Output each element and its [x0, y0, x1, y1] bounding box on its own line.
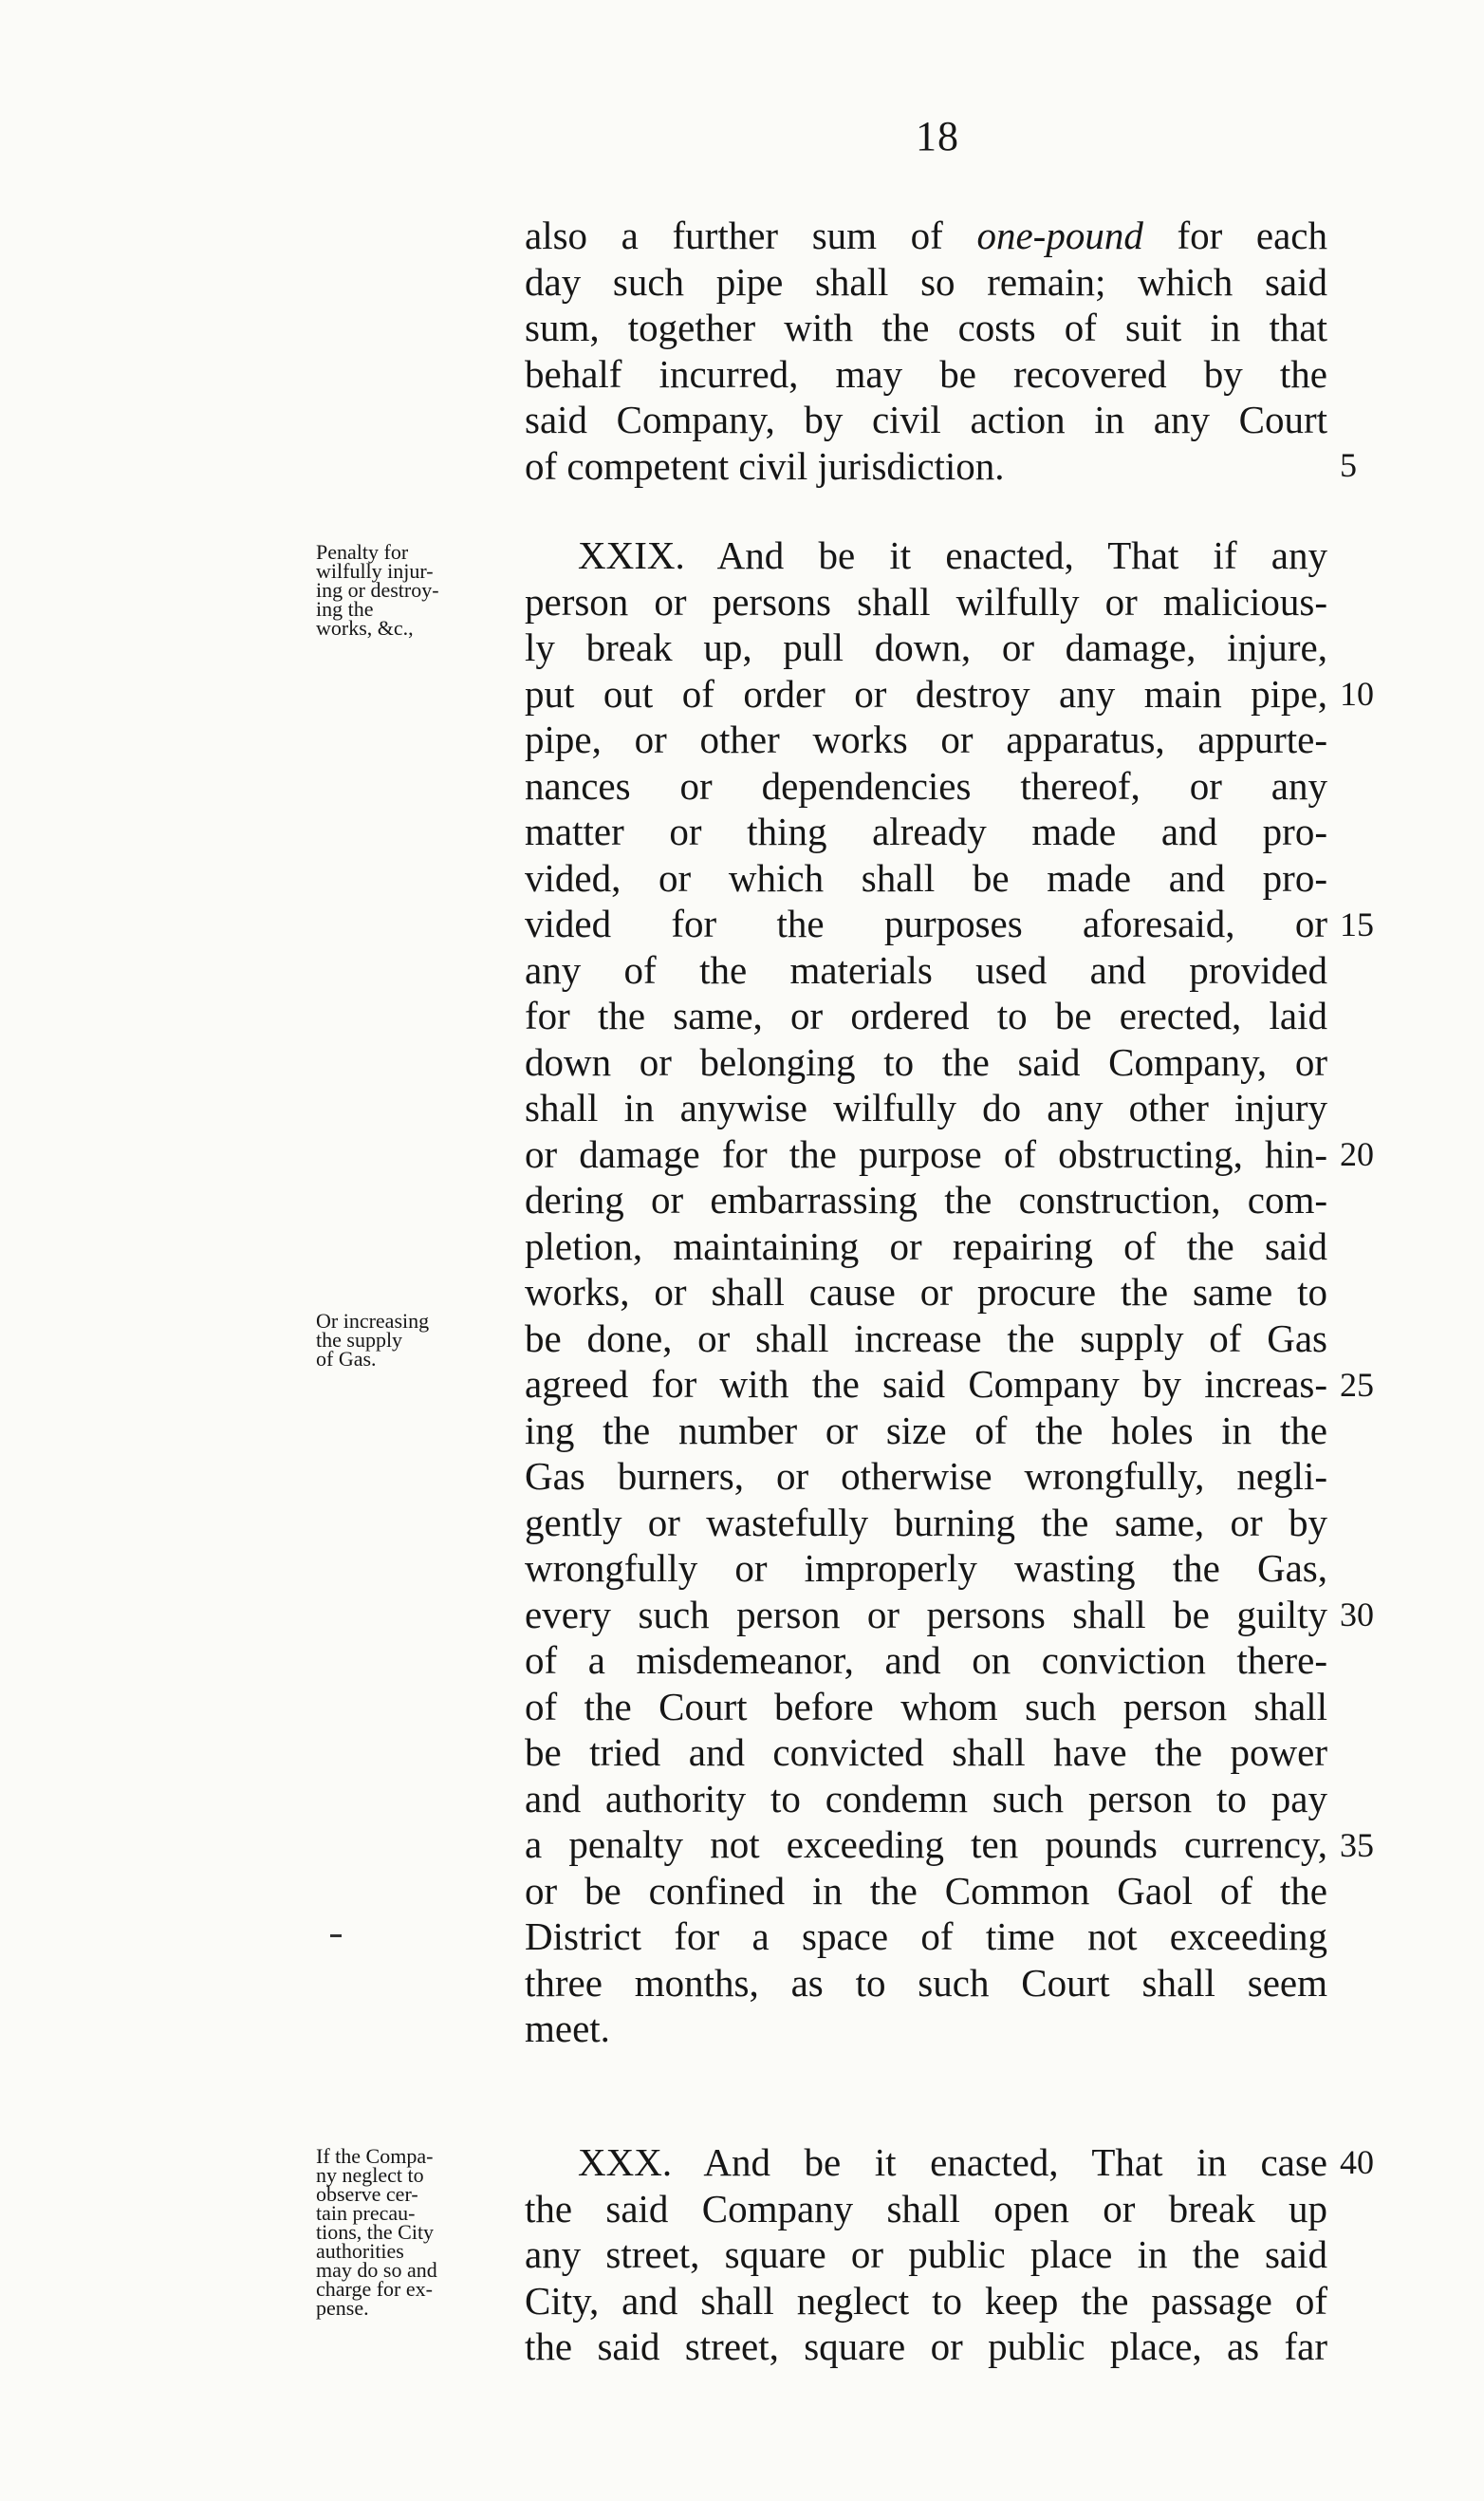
margin-note-company — [316, 2144, 515, 2320]
margin-note-penalty — [316, 540, 515, 640]
note-line: the supply — [316, 1328, 403, 1352]
text-line: dering or embarrassing the construction, com- — [525, 1178, 1327, 1222]
note-line: If the Compa- — [316, 2144, 434, 2168]
section-xxx — [525, 2139, 1327, 2370]
text-line: ly break up, pull down, or damage, injure, — [525, 625, 1327, 669]
text-line: of the Court before whom such person shall — [525, 1684, 1327, 1728]
note-line: works, &c., — [316, 616, 414, 640]
text-line: for the same, or ordered to be erected, laid — [525, 994, 1327, 1037]
line-number: 25 — [1340, 1366, 1374, 1404]
note-line: observe cer- — [316, 2182, 418, 2206]
text-line: sum, together with the costs of suit in that — [525, 306, 1327, 349]
note-line: wilfully injur- — [316, 559, 434, 583]
note-line: tain precau- — [316, 2201, 416, 2225]
note-line: ing the — [316, 597, 374, 621]
text-line: three months, as to such Court shall seem — [525, 1960, 1327, 2005]
text-line: any of the materials used and provided — [525, 947, 1327, 992]
text-line: the said Company shall open or break up — [525, 2186, 1327, 2230]
text-line: put out of order or destroy any main pipe, — [525, 671, 1327, 716]
text-line: Gas burners, or otherwise wrongfully, negli- — [525, 1454, 1327, 1498]
note-line: charge for ex- — [316, 2277, 433, 2301]
text-line: behalf incurred, may be recovered by the — [525, 351, 1327, 396]
line-number: 5 — [1340, 446, 1357, 484]
text-line: any street, square or public place in the said — [525, 2232, 1327, 2276]
section-heading-line: XXX. And be it enacted, That in case — [578, 2140, 1327, 2184]
text-line: or damage for the purpose of obstructing, hin- — [525, 1131, 1327, 1176]
text-line: person or persons shall wilfully or malicious- — [525, 579, 1327, 624]
text-line: said Company, by civil action in any Court — [525, 398, 1327, 441]
ink-mark — [330, 1934, 342, 1937]
text-line: gently or wastefully burning the same, or by — [525, 1500, 1327, 1544]
section-xxix — [525, 532, 1327, 2052]
section-heading-line: XXIX. And be it enacted, That if any — [578, 533, 1327, 577]
line-number: 20 — [1340, 1135, 1374, 1173]
text-line: day such pipe shall so remain; which said — [525, 259, 1327, 304]
text-line: a penalty not exceeding ten pounds currency, — [525, 1822, 1327, 1866]
line-number: 15 — [1340, 905, 1374, 943]
text-line: agreed for with the said Company by increas- — [525, 1362, 1327, 1406]
line-number: 10 — [1340, 675, 1374, 713]
text-line: the said street, square or public place, as far — [525, 2324, 1327, 2368]
text-line: or be confined in the Common Gaol of the — [525, 1868, 1327, 1913]
line-number: 40 — [1340, 2143, 1374, 2181]
text-line: and authority to condemn such person to pay — [525, 1776, 1327, 1820]
italic-phrase: one-pound — [976, 214, 1143, 257]
note-line: ny neglect to — [316, 2163, 424, 2187]
text-line: pletion, maintaining or repairing of the said — [525, 1223, 1327, 1268]
text-line: down or belonging to the said Company, or — [525, 1039, 1327, 1084]
text-line: City, and shall neglect to keep the passage of — [525, 2278, 1327, 2323]
page-number: 18 — [916, 113, 959, 159]
text-line: matter or thing already made and pro- — [525, 810, 1327, 853]
text-line: be done, or shall increase the supply of Gas — [525, 1316, 1327, 1360]
note-line: Penalty for — [316, 540, 409, 564]
text-line: of a misdemeanor, and on conviction there- — [525, 1638, 1327, 1682]
line-number: 30 — [1340, 1596, 1374, 1633]
note-line: may do so and — [316, 2258, 437, 2282]
text-line: vided, or which shall be made and pro- — [525, 855, 1327, 900]
text-line: be tried and convicted shall have the power — [525, 1730, 1327, 1774]
note-line: pense. — [316, 2296, 369, 2320]
note-line: Or increasing — [316, 1309, 430, 1333]
text-line: of competent civil jurisdiction. — [525, 443, 1005, 488]
text-line: shall in anywise wilfully do any other injury — [525, 1086, 1327, 1129]
note-line: authorities — [316, 2239, 404, 2263]
text-line: ing the number or size of the holes in the — [525, 1408, 1327, 1452]
text-line: vided for the purposes aforesaid, or — [525, 902, 1327, 945]
note-line: ing or destroy- — [316, 578, 439, 602]
text-line: nances or dependencies thereof, or any — [525, 763, 1327, 808]
text-line: works, or shall cause or procure the same to — [525, 1270, 1327, 1314]
text-line: wrongfully or improperly wasting the Gas, — [525, 1546, 1327, 1590]
line-number: 35 — [1340, 1826, 1374, 1864]
text-line: also a further sum of one-pound for each — [525, 214, 1328, 257]
text-line: every such person or persons shall be guilty — [525, 1592, 1327, 1636]
margin-note-gas — [316, 1309, 515, 1371]
text-line: District for a space of time not exceeding — [525, 1914, 1327, 1958]
note-line: tions, the City — [316, 2220, 435, 2244]
paragraph-continuation — [525, 213, 1327, 489]
text-line: pipe, or other works or apparatus, appurte- — [525, 718, 1327, 761]
note-line: of Gas. — [316, 1347, 377, 1371]
text-line: meet. — [525, 2006, 610, 2050]
